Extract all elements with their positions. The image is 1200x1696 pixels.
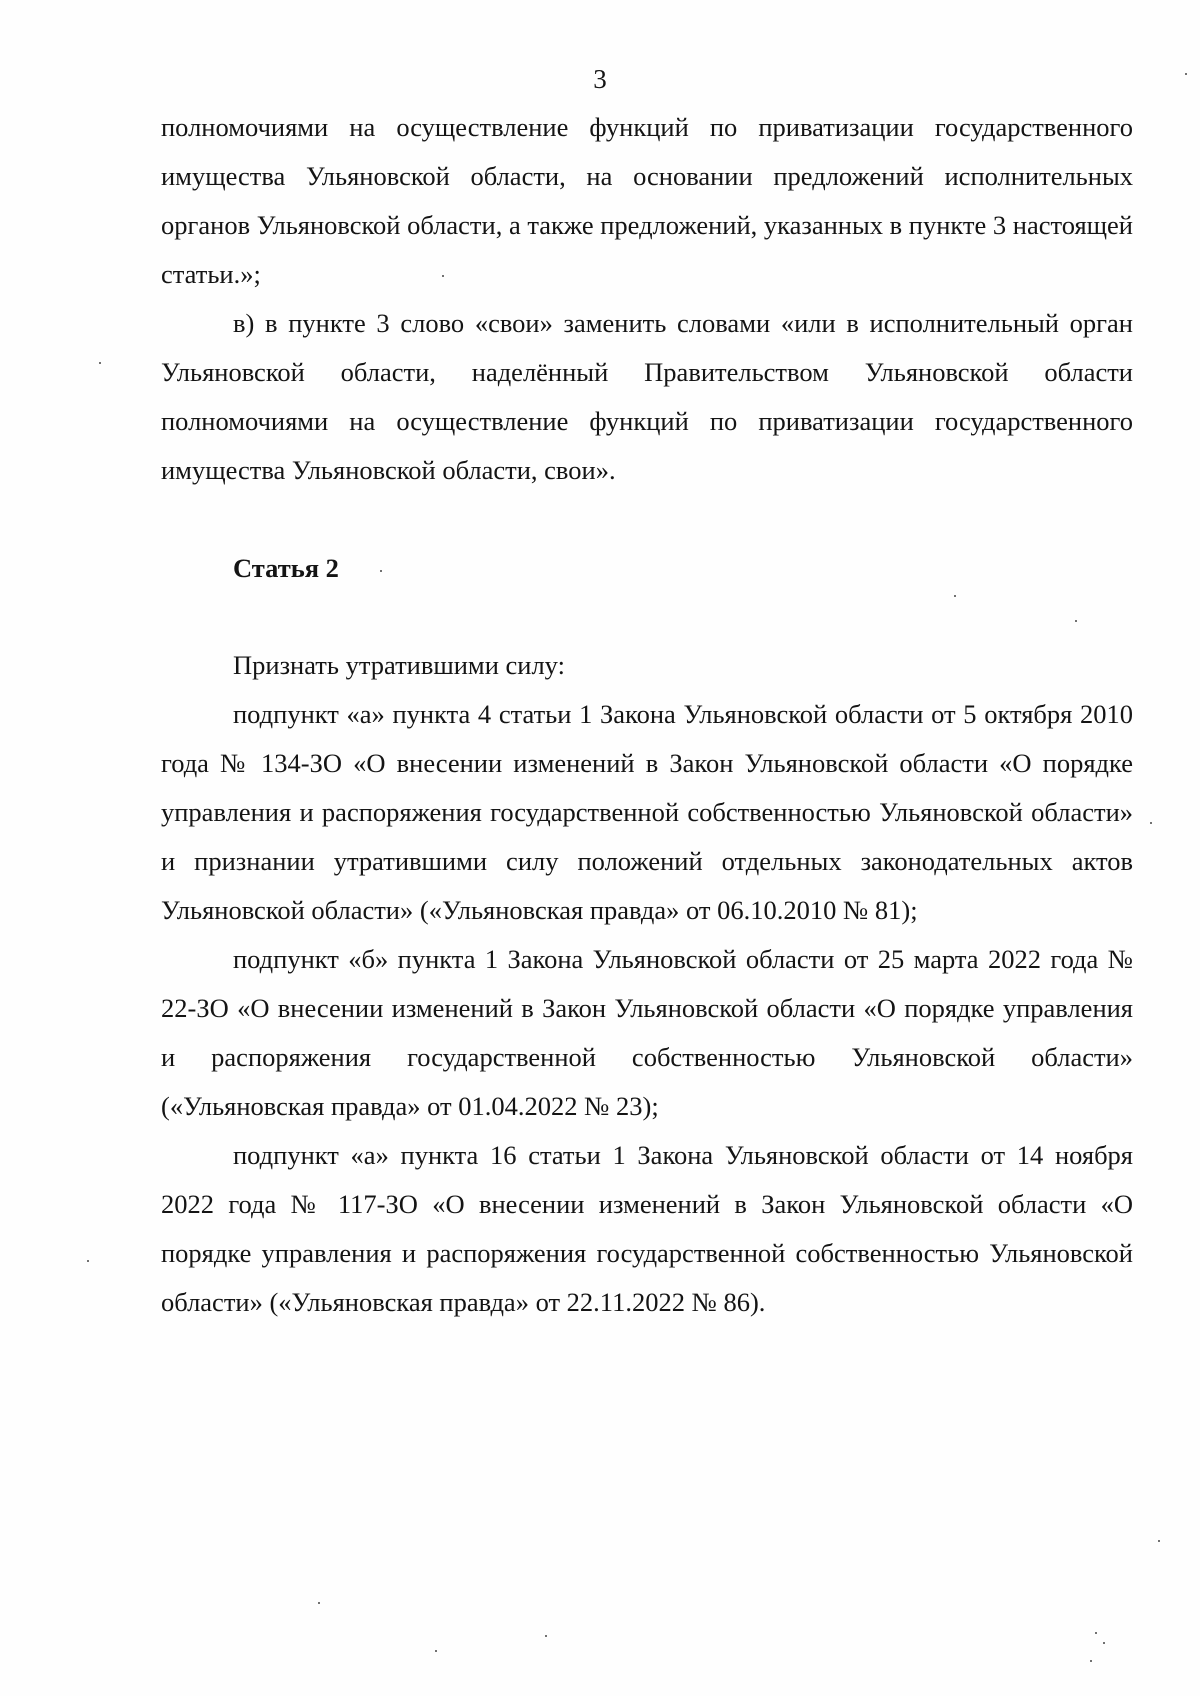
scan-speck (99, 362, 101, 364)
scan-speck (87, 1260, 89, 1262)
paragraph-repeal-item-1: подпункт «а» пункта 4 статьи 1 Закона Ульяновской области от 5 октября 2010 года № 134-ЗО «О внесении изменений в Закон Ульяновской области «О порядке управления и распоряжения государственной собственностью Ульяновской области» и признании утратившими силу положений отдельных законодательных актов Ульяновской области» («Ульяновская правда» от 06.10.2010 № 81); (161, 699, 1133, 925)
scan-speck (1090, 1660, 1092, 1662)
scan-speck (1185, 73, 1187, 75)
paragraph-repeal-item-2: подпункт «б» пункта 1 Закона Ульяновской области от 25 марта 2022 года № 22-ЗО «О внесении изменений в Закон Ульяновской области «О порядке управления и распоряжения государственной собственностью Ульяновской области» («Ульяновская правда» от 01.04.2022 № 23); (161, 944, 1133, 1121)
scan-speck (1075, 620, 1077, 622)
scan-speck (1158, 1540, 1160, 1542)
document-body (161, 103, 1133, 1327)
scan-speck (318, 1602, 320, 1604)
scan-speck (1150, 822, 1152, 824)
scan-speck (545, 1635, 547, 1637)
scan-speck (1103, 1642, 1105, 1644)
paragraph-continuation: полномочиями на осуществление функций по приватизации государственного имущества Ульяновской области, на основании предложений исполнительных органов Ульяновской области, а также предложений, указанных в пункте 3 настоящей статьи.»; (161, 112, 1133, 289)
scan-speck (380, 570, 382, 572)
scan-speck (954, 595, 956, 597)
scan-speck (1095, 1632, 1097, 1634)
scan-speck (435, 1650, 437, 1652)
article-2-heading: Статья 2 (233, 553, 339, 583)
page-number: 3 (593, 64, 607, 94)
scan-speck (442, 275, 444, 277)
paragraph-repeal-item-3: подпункт «а» пункта 16 статьи 1 Закона Ульяновской области от 14 ноября 2022 года № 117-ЗО «О внесении изменений в Закон Ульяновской области «О порядке управления и распоряжения государственной собственностью Ульяновской области» («Ульяновская правда» от 22.11.2022 № 86). (161, 1140, 1133, 1317)
paragraph-item-v: в) в пункте 3 слово «свои» заменить словами «или в исполнительный орган Ульяновской области, наделённый Правительством Ульяновской области полномочиями на осуществление функций по приватизации государственного имущества Ульяновской области, свои». (161, 308, 1133, 485)
paragraph-repeal-intro: Признать утратившими силу: (233, 650, 565, 680)
